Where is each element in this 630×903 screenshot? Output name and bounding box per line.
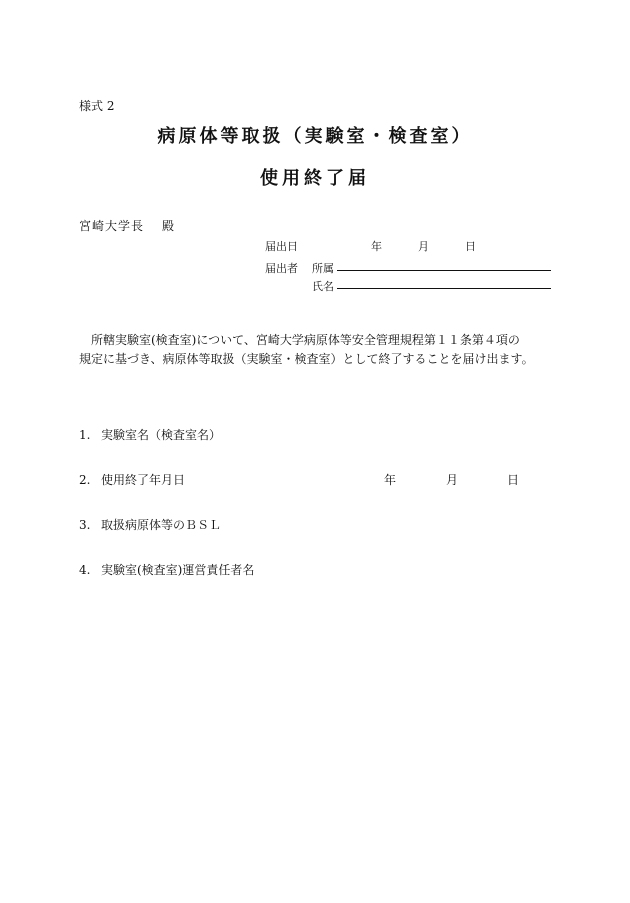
honorific: 殿 — [162, 219, 176, 233]
item-label: 実験室名（検査室名） — [101, 428, 222, 442]
title-line-2: 使用終了届 — [260, 168, 370, 189]
end-year-label: 年 — [384, 473, 397, 487]
item-number: 3. — [79, 518, 91, 532]
form-number: 様式 2 — [79, 99, 115, 113]
submission-year-label: 年 — [371, 240, 382, 253]
affiliation-label: 所属 — [312, 262, 334, 275]
item-number: 4. — [79, 563, 91, 577]
item-number: 1. — [79, 428, 91, 442]
affiliation-field[interactable] — [337, 270, 551, 271]
addressee-name: 宮崎大学長 — [79, 219, 145, 233]
item-label: 実験室(検査室)運営責任者名 — [101, 563, 255, 577]
item-bsl — [79, 516, 221, 533]
item-end-date — [79, 471, 185, 488]
addressee — [79, 217, 175, 234]
title-line-1: 病原体等取扱（実験室・検査室） — [157, 126, 473, 147]
submitter-label: 届出者 — [265, 262, 298, 275]
body-paragraph — [79, 331, 559, 369]
submission-day-label: 日 — [465, 240, 476, 253]
submission-month-label: 月 — [418, 240, 429, 253]
submission-date-label: 届出日 — [265, 240, 298, 253]
end-day-label: 日 — [507, 473, 520, 487]
item-label: 取扱病原体等のＢＳＬ — [101, 518, 222, 532]
item-label: 使用終了年月日 — [101, 473, 186, 487]
item-manager — [79, 561, 254, 578]
end-month-label: 月 — [446, 473, 459, 487]
item-lab-name — [79, 426, 221, 443]
body-line-1: 所轄実験室(検査室)について、宮崎大学病原体等安全管理規程第１１条第４項の — [91, 333, 520, 347]
body-line-2: 規定に基づき、病原体等取扱（実験室・検査室）として終了することを届け出ます。 — [79, 352, 534, 366]
name-field[interactable] — [337, 288, 551, 289]
item-number: 2. — [79, 473, 91, 487]
name-label: 氏名 — [312, 280, 334, 293]
